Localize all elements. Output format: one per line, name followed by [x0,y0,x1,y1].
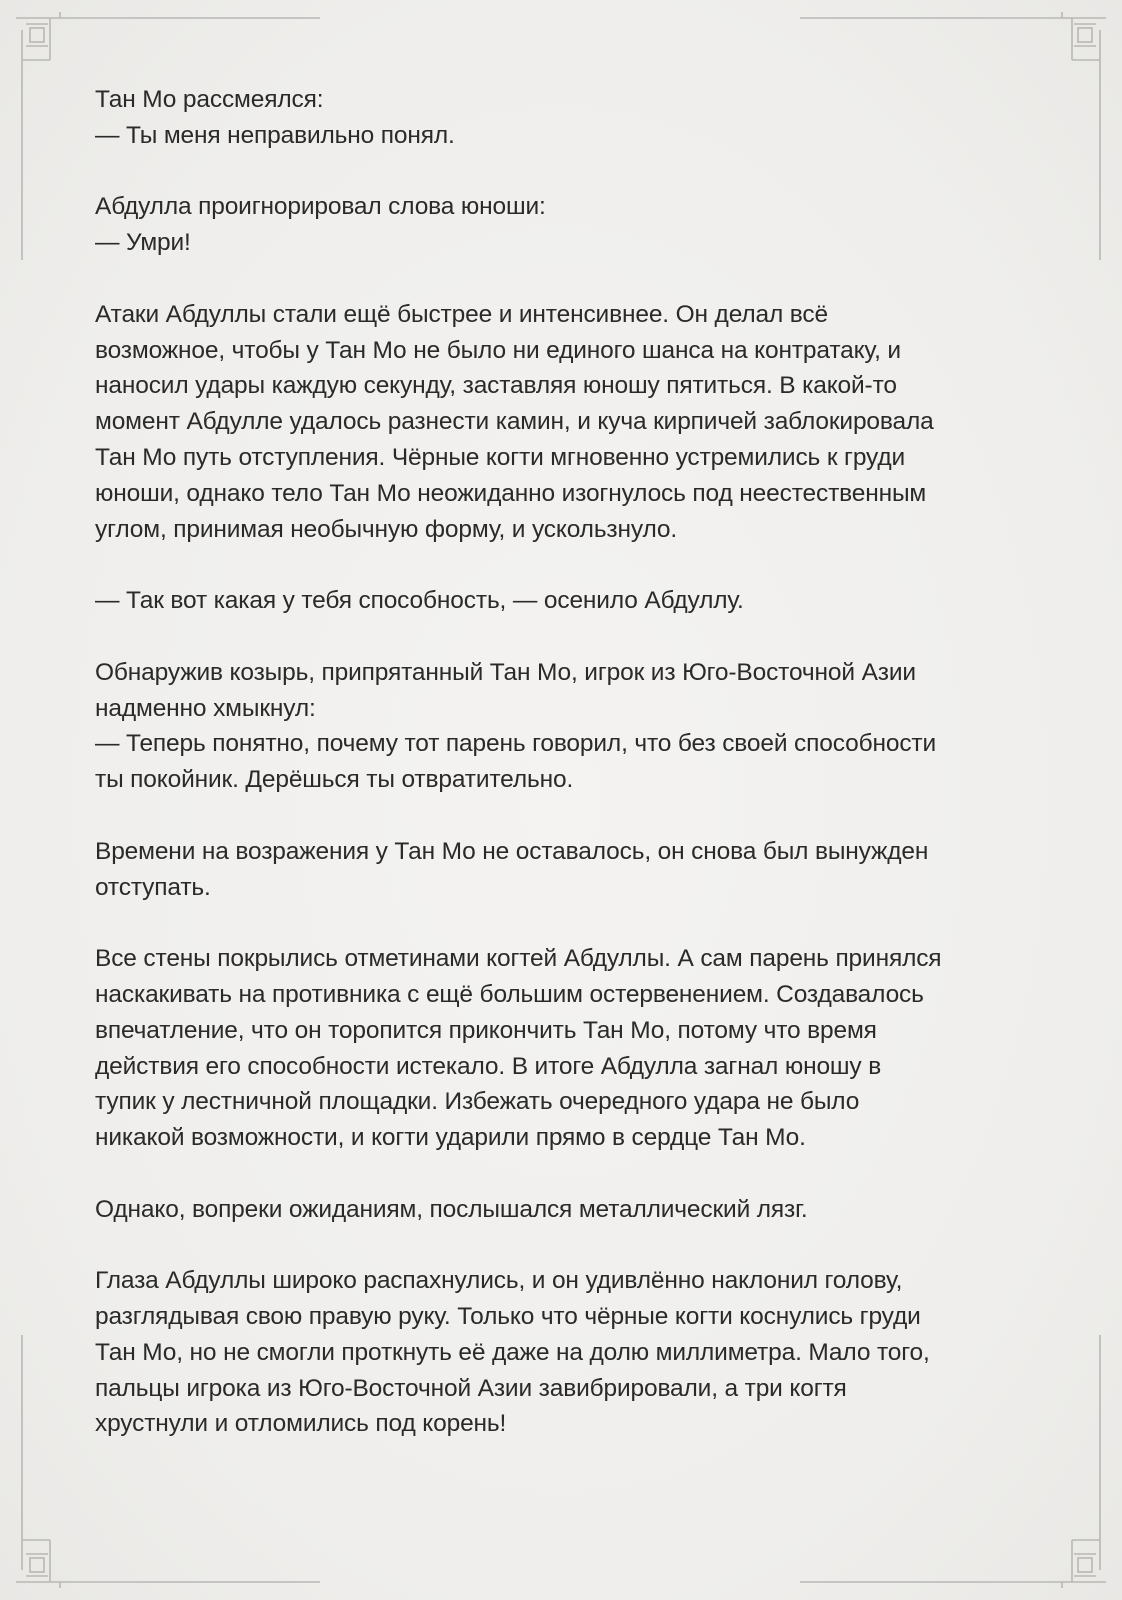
text-line: Атаки Абдуллы стали ещё быстрее и интенсивнее. Он делал всё [95,300,828,328]
story-text [95,82,1025,1478]
text-line: ты покойник. Дерёшься ты отвратительно. [95,766,574,794]
paragraph [95,834,1025,906]
text-line: надменно хмыкнул: [95,694,316,722]
text-line: отступать. [95,873,211,901]
text-line: Тан Мо, но не смогли проткнуть её даже на долю миллиметра. Мало того, [95,1338,930,1366]
text-line: — Так вот какая у тебя способность, — осенило Абдуллу. [95,587,744,615]
text-line: — Умри! [95,229,191,257]
paragraph [95,941,1025,1156]
text-line: пальцы игрока из Юго-Восточной Азии завибрировали, а три когтя [95,1374,847,1402]
paragraph [95,189,1025,261]
text-line: Однако, вопреки ожиданиям, послышался металлический лязг. [95,1195,808,1223]
text-line: углом, принимая необычную форму, и ускользнуло. [95,515,678,543]
paragraph [95,82,1025,154]
text-line: разглядывая свою правую руку. Только что чёрные когти коснулись груди [95,1303,921,1331]
text-line: Все стены покрылись отметинами когтей Абдуллы. А сам парень принялся [95,945,942,973]
text-line: впечатление, что он торопится прикончить Тан Мо, потому что время [95,1016,877,1044]
text-line: наскакивать на противника с ещё большим остервенением. Создавалось [95,980,924,1008]
text-line: Времени на возражения у Тан Мо не оставалось, он снова был вынужден [95,837,929,865]
text-line: Тан Мо путь отступления. Чёрные когти мгновенно устремились к груди [95,443,905,471]
paragraph [95,583,1025,619]
text-line: момент Абдулле удалось разнести камин, и куча кирпичей заблокировала [95,408,934,436]
text-line: Тан Мо рассмеялся: [95,86,324,113]
text-line: Обнаружив козырь, припрятанный Тан Мо, игрок из Юго-Восточной Азии [95,658,916,686]
text-line: тупик у лестничной площадки. Избежать очередного удара не было [95,1088,860,1116]
text-line: — Теперь понятно, почему тот парень говорил, что без своей способности [95,730,937,758]
paragraph [95,1263,1025,1442]
paragraph [95,655,1025,798]
text-line: действия его способности истекало. В итоге Абдулла загнал юношу в [95,1052,882,1080]
paragraph [95,297,1025,548]
text-line: никакой возможности, и когти ударили прямо в сердце Тан Мо. [95,1124,806,1152]
text-line: возможное, чтобы у Тан Мо не было ни единого шанса на контратаку, и [95,336,901,364]
text-line: Глаза Абдуллы широко распахнулись, и он удивлённо наклонил голову, [95,1267,903,1295]
text-line: — Ты меня неправильно понял. [95,121,455,149]
text-line: наносил удары каждую секунду, заставляя юношу пятиться. В какой-то [95,372,897,400]
paragraph [95,1192,1025,1228]
text-line: Абдулла проигнорировал слова юноши: [95,193,546,221]
text-line: хрустнули и отломились под корень! [95,1410,507,1438]
text-line: юноши, однако тело Тан Мо неожиданно изогнулось под неестественным [95,479,927,507]
